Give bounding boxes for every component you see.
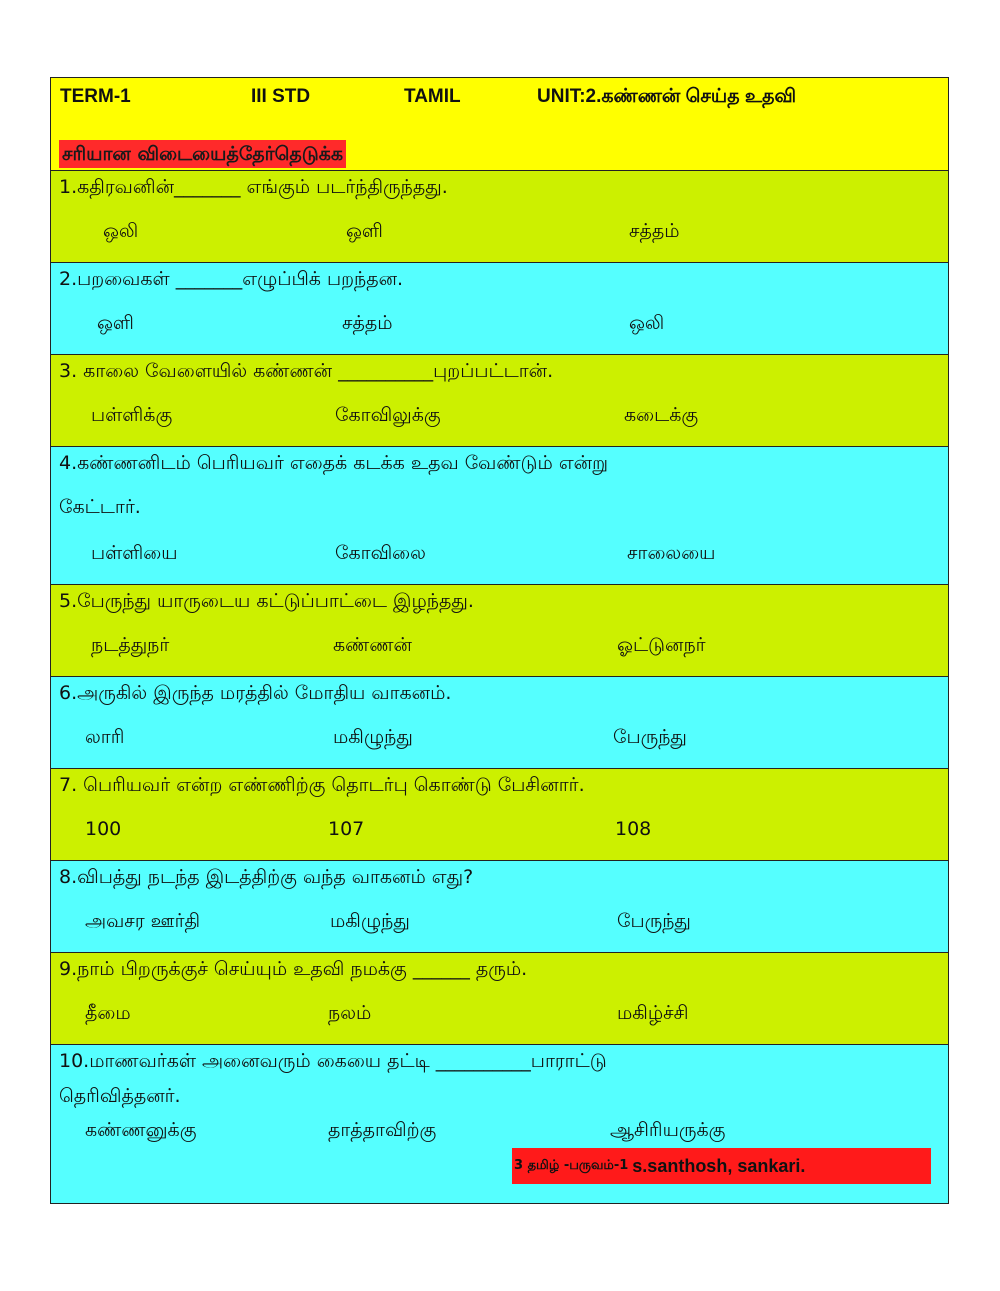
option-a: நடத்துநர் — [91, 634, 170, 656]
std-label: III STD — [251, 86, 311, 107]
credit-course: 3 தமிழ் -பருவம்-1 — [514, 1158, 629, 1173]
option-a: ஒளி — [97, 312, 134, 334]
option-b: நலம் — [328, 1002, 372, 1024]
option-b: ஒளி — [346, 220, 383, 242]
option-b: மகிழுந்து — [333, 726, 413, 748]
question-2 — [51, 263, 948, 355]
author-credit — [512, 1148, 931, 1184]
question-7 — [51, 769, 948, 861]
option-c: சாலையை — [627, 542, 716, 564]
question-text: 4.கண்ணனிடம் பெரியவர் எதைக் கடக்க உதவ வேண்டும் என்று — [59, 452, 608, 474]
question-text-continued: தெரிவித்தனர். — [59, 1085, 181, 1107]
question-text: 5.பேருந்து யாருடைய கட்டுப்பாட்டை இழந்தது. — [59, 590, 474, 612]
option-b: கோவிலுக்கு — [335, 404, 441, 426]
question-text: 6.அருகில் இருந்த மரத்தில் மோதிய வாகனம். — [59, 682, 452, 704]
option-c: பேருந்து — [617, 910, 691, 932]
unit-label: UNIT:2.கண்ணன் செய்த உதவி — [537, 86, 797, 107]
question-8 — [51, 861, 948, 953]
question-6 — [51, 677, 948, 769]
option-a: கண்ணனுக்கு — [85, 1119, 197, 1141]
question-3 — [51, 355, 948, 447]
option-b: தாத்தாவிற்கு — [328, 1119, 437, 1141]
question-4 — [51, 447, 948, 585]
worksheet — [50, 77, 949, 1204]
question-text: 7. பெரியவர் என்ற எண்ணிற்கு தொடர்பு கொண்டு பேசினார். — [59, 774, 585, 796]
option-b: கண்ணன் — [333, 634, 412, 656]
option-c: பேருந்து — [613, 726, 687, 748]
credit-authors: s.santhosh, sankari. — [632, 1155, 806, 1176]
option-a: 100 — [85, 818, 122, 840]
worksheet-header — [51, 78, 948, 171]
option-a: அவசர ஊர்தி — [85, 910, 201, 932]
question-10 — [51, 1045, 948, 1203]
instruction-heading: சரியான விடையைத்தேர்தெடுக்க — [59, 140, 346, 168]
question-text: 2.பறவைகள் _______எழுப்பிக் பறந்தன. — [59, 268, 404, 290]
question-5 — [51, 585, 948, 677]
question-9 — [51, 953, 948, 1045]
option-c: மகிழ்ச்சி — [617, 1002, 689, 1024]
question-1 — [51, 171, 948, 263]
option-b: சத்தம் — [342, 312, 393, 334]
option-a: ஒலி — [103, 220, 139, 242]
question-text: 10.மாணவர்கள் அனைவரும் கையை தட்டி __________பாராட்டு — [59, 1050, 607, 1072]
question-text: 9.நாம் பிறருக்குச் செய்யும் உதவி நமக்கு ______ தரும். — [59, 958, 528, 980]
question-text: 3. காலை வேளையில் கண்ணன் __________புறப்பட்டான். — [59, 360, 554, 382]
option-a: பள்ளிக்கு — [91, 404, 173, 426]
question-text: 1.கதிரவனின்_______ எங்கும் படர்ந்திருந்தது. — [59, 176, 448, 198]
term-label: TERM-1 — [60, 86, 131, 107]
option-c: ஓட்டுனநர் — [617, 634, 706, 656]
option-b: கோவிலை — [335, 542, 426, 564]
option-a: தீமை — [85, 1002, 131, 1024]
option-c: ஆசிரியருக்கு — [610, 1119, 726, 1141]
option-c: 108 — [615, 818, 652, 840]
subject-label: TAMIL — [404, 86, 461, 107]
question-text-continued: கேட்டார். — [59, 496, 141, 518]
option-c: சத்தம் — [629, 220, 680, 242]
option-c: ஒலி — [629, 312, 665, 334]
option-a: பள்ளியை — [91, 542, 178, 564]
option-b: 107 — [328, 818, 365, 840]
option-c: கடைக்கு — [624, 404, 699, 426]
option-a: லாரி — [85, 726, 125, 748]
question-text: 8.விபத்து நடந்த இடத்திற்கு வந்த வாகனம் எது? — [59, 866, 474, 888]
option-b: மகிழுந்து — [330, 910, 410, 932]
